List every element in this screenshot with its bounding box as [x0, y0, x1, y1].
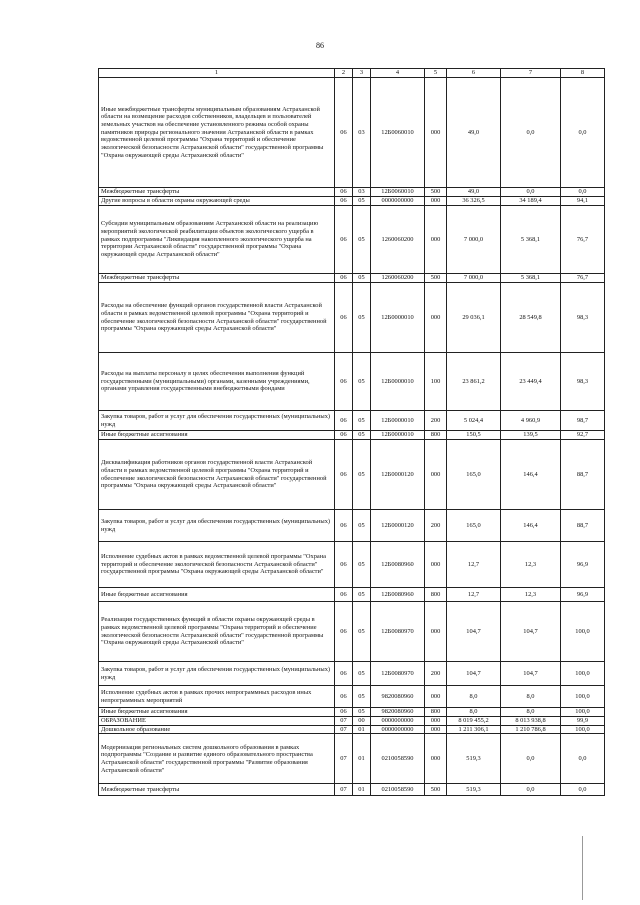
table-cell-percent: 88,7 [561, 510, 605, 542]
table-cell-expense-type: 800 [425, 708, 447, 717]
table-cell-expense-type: 000 [425, 686, 447, 708]
column-header: 6 [447, 69, 501, 78]
table-cell-executed: 5 368,1 [501, 206, 561, 274]
table-cell-planned: 104,7 [447, 662, 501, 686]
table-cell-planned: 12,7 [447, 542, 501, 588]
table-cell-name: Исполнение судебных актов в рамках прочих непрограммных расходов иных непрограммных мероприятий [99, 686, 335, 708]
table-row [99, 431, 605, 440]
table-cell-expense-type: 000 [425, 440, 447, 510]
table-cell-subsection: 05 [353, 686, 371, 708]
table-cell-name: Другие вопросы в области охраны окружающей среды [99, 197, 335, 206]
table-cell-section: 06 [335, 662, 353, 686]
table-row [99, 440, 605, 510]
table-cell-section: 06 [335, 78, 353, 188]
table-cell-percent: 98,7 [561, 411, 605, 431]
table-cell-section: 06 [335, 197, 353, 206]
table-cell-expense-type: 500 [425, 274, 447, 283]
table-cell-target-article: 9820080960 [371, 708, 425, 717]
table-cell-target-article: 0000000000 [371, 197, 425, 206]
table-cell-percent: 88,7 [561, 440, 605, 510]
table-cell-percent: 0,0 [561, 188, 605, 197]
table-row [99, 602, 605, 662]
table-cell-target-article: 12Б0000010 [371, 353, 425, 411]
table-cell-executed: 8 013 938,8 [501, 717, 561, 726]
table-cell-subsection: 00 [353, 717, 371, 726]
table-cell-name: Модернизация региональных систем дошкольного образования в рамках подпрограммы "Создание и развитие единого образовательного пространства Астраханской области" государственной программы "Развитие образования Астраханской области" [99, 734, 335, 784]
table-cell-subsection: 05 [353, 542, 371, 588]
table-cell-percent: 92,7 [561, 431, 605, 440]
table-cell-section: 06 [335, 440, 353, 510]
table-cell-planned: 5 024,4 [447, 411, 501, 431]
table-row [99, 197, 605, 206]
table-cell-executed: 139,5 [501, 431, 561, 440]
table-cell-percent: 94,1 [561, 197, 605, 206]
table-cell-percent: 0,0 [561, 734, 605, 784]
table-cell-executed: 0,0 [501, 188, 561, 197]
table-cell-executed: 0,0 [501, 78, 561, 188]
table-cell-target-article: 12Б0060010 [371, 78, 425, 188]
table-cell-target-article: 12Б0000010 [371, 431, 425, 440]
table-cell-target-article: 12Б0080960 [371, 542, 425, 588]
table-row [99, 686, 605, 708]
table-cell-subsection: 05 [353, 197, 371, 206]
table-cell-executed: 12,3 [501, 588, 561, 602]
table-cell-executed: 146,4 [501, 440, 561, 510]
table-cell-percent: 76,7 [561, 274, 605, 283]
table-cell-subsection: 03 [353, 188, 371, 197]
table-cell-planned: 165,0 [447, 510, 501, 542]
table-cell-percent: 98,3 [561, 353, 605, 411]
table-cell-name: Исполнение судебных актов в рамках ведомственной целевой программы "Охрана территорий и обеспечение экологической безопасности Астраханской области" государственной программы "Охрана окружающей среды Астраханской области" [99, 542, 335, 588]
table-cell-executed: 146,4 [501, 510, 561, 542]
table-cell-expense-type: 800 [425, 588, 447, 602]
table-cell-section: 06 [335, 188, 353, 197]
table-cell-section: 07 [335, 734, 353, 784]
table-cell-name: ОБРАЗОВАНИЕ [99, 717, 335, 726]
table-cell-name: Дошкольное образование [99, 725, 335, 734]
table-cell-expense-type: 000 [425, 542, 447, 588]
table-cell-percent: 100,0 [561, 662, 605, 686]
table-cell-target-article: 12Б0000010 [371, 283, 425, 353]
table-cell-section: 07 [335, 725, 353, 734]
table-cell-planned: 104,7 [447, 602, 501, 662]
table-cell-planned: 1 211 306,1 [447, 725, 501, 734]
table-cell-subsection: 01 [353, 725, 371, 734]
table-cell-subsection: 05 [353, 440, 371, 510]
table-cell-executed: 5 368,1 [501, 274, 561, 283]
table-cell-subsection: 05 [353, 283, 371, 353]
table-cell-subsection: 05 [353, 588, 371, 602]
table-cell-planned: 8,0 [447, 708, 501, 717]
table-cell-section: 06 [335, 353, 353, 411]
table-cell-section: 07 [335, 784, 353, 796]
table-cell-target-article: 12Б0080970 [371, 602, 425, 662]
table-cell-name: Дисквалификация работников органов государственной власти Астраханской области в рамках ведомственной целевой программы "Охрана территорий и обеспечение экологической безопасности Астраханской области" государственной программы "Охрана окружающей среды Астраханской области" [99, 440, 335, 510]
column-header: 2 [335, 69, 353, 78]
table-cell-percent: 100,0 [561, 725, 605, 734]
table-cell-section: 06 [335, 510, 353, 542]
table-cell-percent: 96,9 [561, 588, 605, 602]
table-row [99, 708, 605, 717]
table-cell-target-article: 0000000000 [371, 717, 425, 726]
column-header: 3 [353, 69, 371, 78]
table-cell-percent: 0,0 [561, 78, 605, 188]
table-cell-name: Закупка товаров, работ и услуг для обеспечения государственных (муниципальных) нужд [99, 662, 335, 686]
table-cell-target-article: 12Б0060010 [371, 188, 425, 197]
table-cell-planned: 29 036,1 [447, 283, 501, 353]
table-cell-percent: 76,7 [561, 206, 605, 274]
table-cell-planned: 519,3 [447, 734, 501, 784]
table-cell-executed: 34 189,4 [501, 197, 561, 206]
scan-margin-line [582, 836, 583, 900]
table-cell-executed: 104,7 [501, 602, 561, 662]
table-row [99, 588, 605, 602]
table-cell-subsection: 05 [353, 662, 371, 686]
table-cell-target-article: 9820080960 [371, 686, 425, 708]
table-cell-name: Межбюджетные трансферты [99, 784, 335, 796]
table-cell-percent: 99,9 [561, 717, 605, 726]
table-cell-target-article: 1260060200 [371, 274, 425, 283]
table-cell-executed: 104,7 [501, 662, 561, 686]
table-cell-name: Расходы на обеспечение функций органов государственной власти Астраханской области в рамках ведомственной целевой программы "Охрана территорий и обеспечение экологической безопасности Астраханской области" государственной программы "Охрана окружающей среды Астраханской области" [99, 283, 335, 353]
table-cell-name: Субсидии муниципальным образованиям Астраханской области на реализацию мероприятий экологической реабилитации объектов экологического ущерба в рамках подпрограммы "Ликвидация накопленного экологического ущерба на территории Астраханской области" государственной программы "Охрана окружающей среды Астраханской области" [99, 206, 335, 274]
table-cell-planned: 7 000,0 [447, 206, 501, 274]
table-cell-target-article: 12Б0000120 [371, 440, 425, 510]
table-cell-target-article: 12Б0000010 [371, 411, 425, 431]
table-cell-target-article: 0210058590 [371, 784, 425, 796]
table-cell-section: 06 [335, 588, 353, 602]
table-cell-expense-type: 000 [425, 602, 447, 662]
table-cell-name: Закупка товаров, работ и услуг для обеспечения государственных (муниципальных) нужд [99, 510, 335, 542]
table-cell-percent: 100,0 [561, 602, 605, 662]
table-cell-planned: 150,5 [447, 431, 501, 440]
table-cell-planned: 519,3 [447, 784, 501, 796]
table-cell-planned: 23 861,2 [447, 353, 501, 411]
column-header: 1 [99, 69, 335, 78]
table-cell-expense-type: 500 [425, 188, 447, 197]
table-cell-percent: 100,0 [561, 708, 605, 717]
table-cell-subsection: 05 [353, 274, 371, 283]
table-cell-name: Расходы на выплаты персоналу в целях обеспечения выполнения функций государственными (муниципальными) органами, казенными учреждениями, органами управления государственными внебюджетными фондами [99, 353, 335, 411]
table-cell-name: Иные бюджетные ассигнования [99, 588, 335, 602]
table-cell-subsection: 05 [353, 353, 371, 411]
table-cell-executed: 8,0 [501, 708, 561, 717]
table-cell-expense-type: 500 [425, 784, 447, 796]
table-cell-expense-type: 100 [425, 353, 447, 411]
table-cell-expense-type: 000 [425, 197, 447, 206]
table-cell-planned: 165,0 [447, 440, 501, 510]
table-cell-section: 06 [335, 708, 353, 717]
table-row [99, 283, 605, 353]
table-cell-section: 06 [335, 411, 353, 431]
table-cell-name: Иные межбюджетные трансферты муниципальным образованиям Астраханской области на возмещение расходов собственников, владельцев и пользователей земельных участков на обеспечение установленного режима особой охраны памятников природы регионального значения Астраханской области в рамках ведомственной целевой программы "Охрана территорий и обеспечение экологической безопасности Астраханской области" государственной программы "Охрана окружающей среды Астраханской области" [99, 78, 335, 188]
table-cell-subsection: 05 [353, 510, 371, 542]
table-cell-expense-type: 000 [425, 206, 447, 274]
table-cell-name: Межбюджетные трансферты [99, 188, 335, 197]
table-cell-expense-type: 000 [425, 734, 447, 784]
table-cell-expense-type: 200 [425, 510, 447, 542]
table-cell-subsection: 05 [353, 411, 371, 431]
table-cell-section: 06 [335, 431, 353, 440]
table-cell-target-article: 12Б0000120 [371, 510, 425, 542]
table-cell-name: Иные бюджетные ассигнования [99, 708, 335, 717]
table-cell-planned: 49,0 [447, 188, 501, 197]
table-cell-executed: 23 449,4 [501, 353, 561, 411]
table-cell-name: Межбюджетные трансферты [99, 274, 335, 283]
table-cell-percent: 96,9 [561, 542, 605, 588]
column-header: 8 [561, 69, 605, 78]
table-cell-executed: 4 960,9 [501, 411, 561, 431]
table-row [99, 353, 605, 411]
table-cell-section: 06 [335, 686, 353, 708]
table-cell-subsection: 01 [353, 734, 371, 784]
table-cell-expense-type: 200 [425, 662, 447, 686]
table-cell-expense-type: 800 [425, 431, 447, 440]
budget-table [98, 68, 605, 796]
table-cell-subsection: 03 [353, 78, 371, 188]
table-row [99, 784, 605, 796]
table-cell-name: Закупка товаров, работ и услуг для обеспечения государственных (муниципальных) нужд [99, 411, 335, 431]
column-header: 7 [501, 69, 561, 78]
table-cell-section: 06 [335, 274, 353, 283]
table-cell-executed: 0,0 [501, 784, 561, 796]
table-cell-executed: 8,0 [501, 686, 561, 708]
table-row [99, 725, 605, 734]
table-row [99, 510, 605, 542]
table-cell-name: Иные бюджетные ассигнования [99, 431, 335, 440]
table-cell-subsection: 05 [353, 431, 371, 440]
table-row [99, 206, 605, 274]
column-header: 4 [371, 69, 425, 78]
table-cell-percent: 100,0 [561, 686, 605, 708]
table-cell-planned: 12,7 [447, 588, 501, 602]
table-row [99, 734, 605, 784]
table-cell-expense-type: 200 [425, 411, 447, 431]
table-cell-planned: 8,0 [447, 686, 501, 708]
column-header: 5 [425, 69, 447, 78]
table-row [99, 274, 605, 283]
table-cell-planned: 7 000,0 [447, 274, 501, 283]
table-cell-executed: 28 549,8 [501, 283, 561, 353]
table-cell-planned: 8 019 455,2 [447, 717, 501, 726]
table-cell-percent: 0,0 [561, 784, 605, 796]
table-cell-name: Реализация государственных функций в области охраны окружающей среды в рамках ведомственной целевой программы "Охрана территорий и обеспечение экологической безопасности Астраханской области" государственной программы "Охрана окружающей среды Астраханской области" [99, 602, 335, 662]
table-cell-expense-type: 000 [425, 717, 447, 726]
table-cell-subsection: 05 [353, 206, 371, 274]
table-cell-planned: 49,0 [447, 78, 501, 188]
table-cell-section: 06 [335, 602, 353, 662]
table-row [99, 188, 605, 197]
table-cell-target-article: 0210058590 [371, 734, 425, 784]
table-cell-target-article: 12Б0080970 [371, 662, 425, 686]
table-row [99, 78, 605, 188]
table-cell-section: 06 [335, 206, 353, 274]
table-cell-target-article: 0000000000 [371, 725, 425, 734]
table-cell-expense-type: 000 [425, 725, 447, 734]
table-row [99, 411, 605, 431]
page-number: 86 [316, 41, 324, 50]
table-cell-executed: 1 210 786,8 [501, 725, 561, 734]
table-cell-planned: 36 326,5 [447, 197, 501, 206]
table-row [99, 542, 605, 588]
table-cell-subsection: 05 [353, 602, 371, 662]
table-row [99, 717, 605, 726]
table-cell-expense-type: 000 [425, 283, 447, 353]
table-cell-section: 06 [335, 283, 353, 353]
table-cell-target-article: 12Б0080960 [371, 588, 425, 602]
table-cell-expense-type: 000 [425, 78, 447, 188]
table-cell-subsection: 01 [353, 784, 371, 796]
table-cell-section: 07 [335, 717, 353, 726]
table-cell-percent: 98,3 [561, 283, 605, 353]
table-cell-executed: 12,3 [501, 542, 561, 588]
table-cell-section: 06 [335, 542, 353, 588]
table-row [99, 662, 605, 686]
table-header-row [99, 69, 605, 78]
table-cell-target-article: 1260060200 [371, 206, 425, 274]
table-cell-executed: 0,0 [501, 734, 561, 784]
table-body [99, 78, 605, 796]
table-cell-subsection: 05 [353, 708, 371, 717]
